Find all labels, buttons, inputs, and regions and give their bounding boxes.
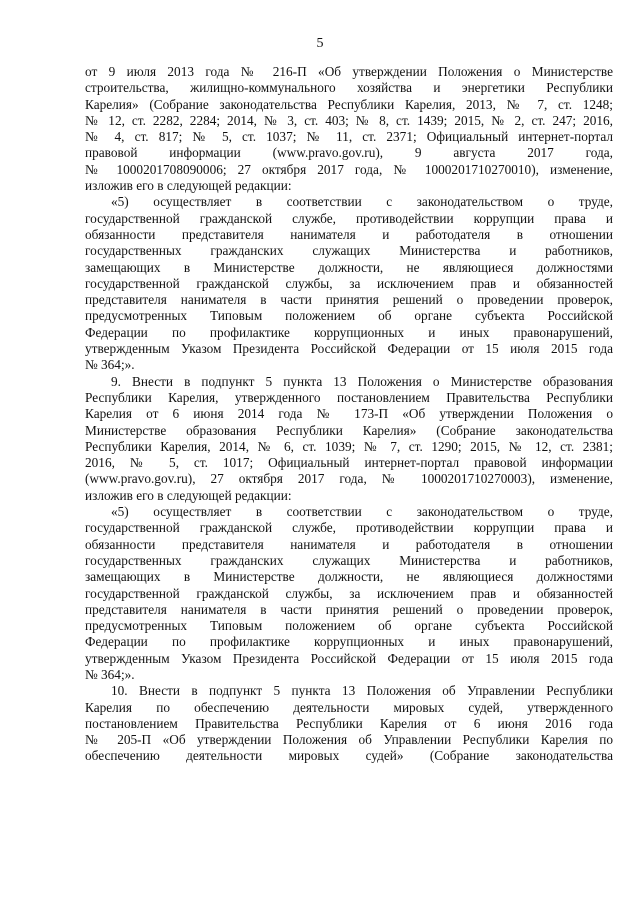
text-line: представителя нанимателя в части принятия решений о проведении проверок, [85,292,613,308]
text-line: предусмотренных Типовым положением об органе субъекта Российской [85,618,613,634]
text-line: замещающих в Министерстве должности, не являющиеся должностями [85,259,613,275]
text-line: Федерации по профилактике коррупционных и иных правонарушений, [85,634,613,650]
text-line: (www.pravo.gov.ru), 27 октября 2017 года, № 1000201710270003), изменение, [85,471,613,487]
text-line: утвержденным Указом Президента Российской Федерации от 15 июля 2015 года [85,650,613,666]
text-line: предусмотренных Типовым положением об органе субъекта Российской [85,308,613,324]
text-line: 9. Внести в подпункт 5 пункта 13 Положения о Министерстве образования [111,373,613,389]
text-line: государственной гражданской службы, за исключением прав и обязанностей [85,585,613,601]
text-line: изложив его в следующей редакции: [85,487,292,503]
text-line: «5) осуществляет в соответствии с законодательством о труде, [111,194,613,210]
text-line: Карелия от 6 июня 2014 года № 173-П «Об утверждении Положения о [85,406,613,422]
text-line: Министерстве образования Республики Карелия» (Собрание законодательства [85,422,613,438]
text-line: Республики Карелия, 2014, № 6, ст. 1039; № 7, ст. 1290; 2015, № 12, ст. 2381; [85,438,613,454]
text-line: представителя нанимателя в части принятия решений о проведении проверок, [85,601,613,617]
text-line: обязанности представителя нанимателя и работодателя в отношении [85,226,613,242]
text-line: государственной гражданской службе, противодействии коррупции права и [85,210,613,226]
text-line: Федерации по профилактике коррупционных и иных правонарушений, [85,324,613,340]
text-line: № 364;». [85,357,135,373]
text-line: № 364;». [85,666,135,682]
text-line: № 4, ст. 817; № 5, ст. 1037; № 11, ст. 2371; Официальный интернет-портал [85,129,613,145]
text-line: государственной гражданской службе, противодействии коррупции права и [85,520,613,536]
document-body [85,64,613,765]
text-line: обязанности представителя нанимателя и работодателя в отношении [85,536,613,552]
text-line: № 1000201708090006; 27 октября 2017 года, № 1000201710270010), изменение, [85,161,613,177]
text-line: строительства, жилищно-коммунального хозяйства и энергетики Республики [85,80,613,96]
text-line: государственной гражданской службы, за исключением прав и обязанностей [85,275,613,291]
text-line: постановлением Правительства Республики Карелия от 6 июня 2016 года [85,715,613,731]
text-line: от 9 июля 2013 года № 216-П «Об утверждении Положения о Министерстве [85,64,613,79]
text-line: замещающих в Министерстве должности, не являющиеся должностями [85,569,613,585]
text-line: 10. Внести в подпункт 5 пункта 13 Положения об Управлении Республики [111,683,613,699]
page-number: 5 [316,36,324,51]
text-line: изложив его в следующей редакции: [85,178,292,194]
text-line: государственных гражданских служащих Министерства и работников, [85,552,613,568]
text-line: Карелия» (Собрание законодательства Республики Карелия, 2013, № 7, ст. 1248; [85,96,613,112]
text-line: № 205-П «Об утверждении Положения об Управлении Республики Карелия по [85,732,613,748]
text-line: № 12, ст. 2282, 2284; 2014, № 3, ст. 403; № 8, ст. 1439; 2015, № 2, ст. 247; 2016, [85,112,613,128]
text-line: правовой информации (www.pravo.gov.ru), 9 августа 2017 года, [85,145,613,161]
text-line: утвержденным Указом Президента Российской Федерации от 15 июля 2015 года [85,341,613,357]
text-line: «5) осуществляет в соответствии с законодательством о труде, [111,504,613,520]
text-line: обеспечению деятельности мировых судей» (Собрание законодательства [85,748,613,764]
text-line: Карелия по обеспечению деятельности мировых судей, утвержденного [85,699,613,715]
text-line: государственных гражданских служащих Министерства и работников, [85,243,613,259]
text-line: 2016, № 5, ст. 1017; Официальный интернет-портал правовой информации [85,455,613,471]
text-line: Республики Карелия, утвержденного постановлением Правительства Республики [85,389,613,405]
